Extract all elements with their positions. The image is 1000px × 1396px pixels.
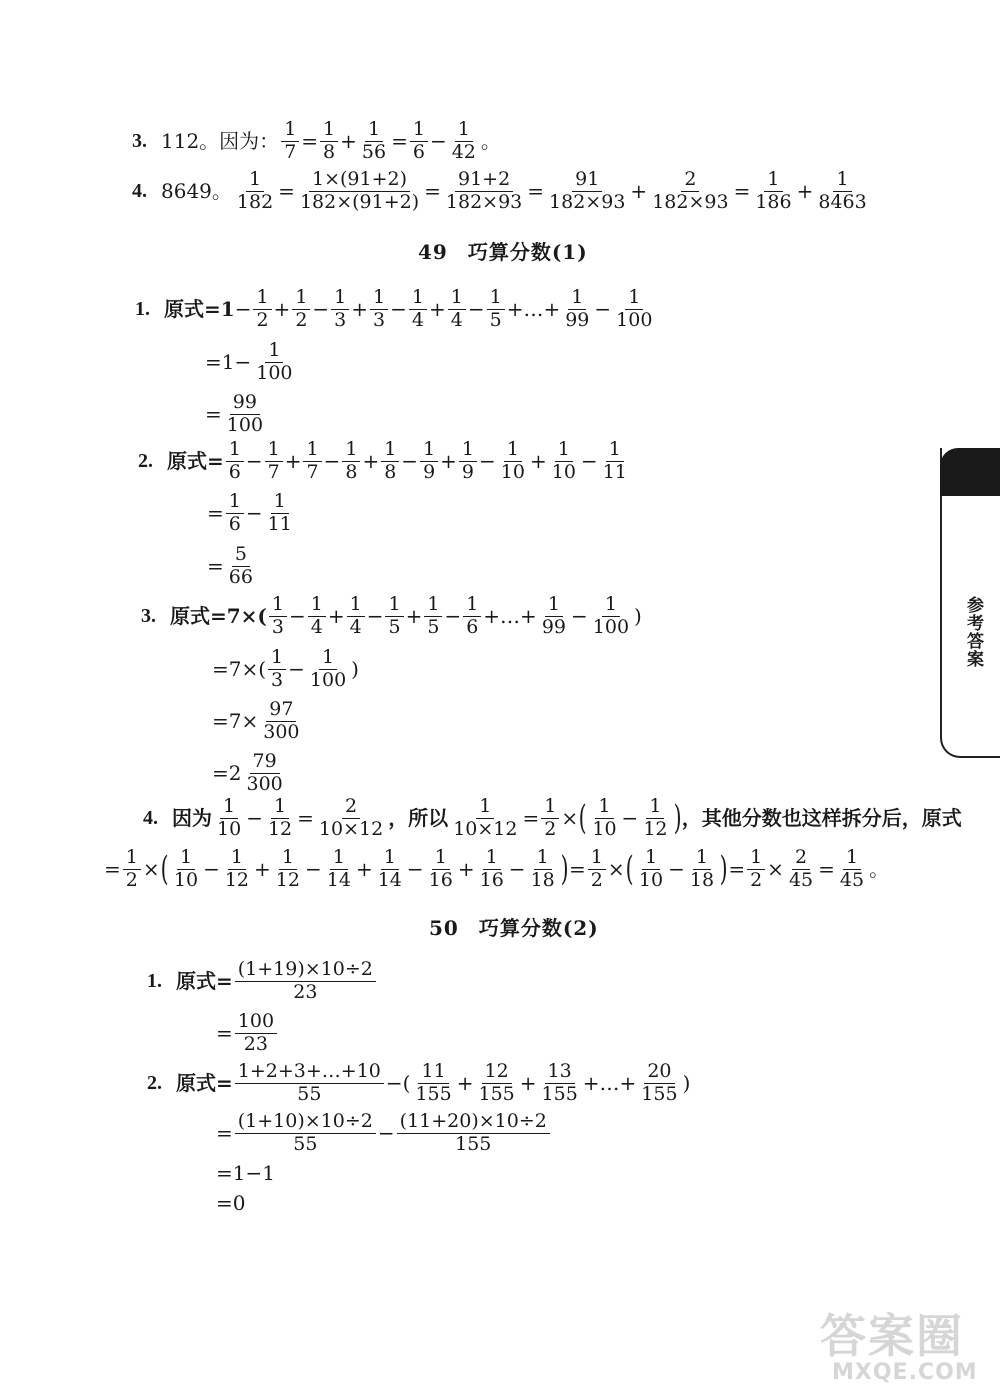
item-number: 4. <box>143 807 158 830</box>
step-lead: = <box>216 1021 233 1046</box>
fraction: $\frac{1}{8}$ <box>320 120 338 163</box>
fraction: $\frac{1}{8463}$ <box>818 168 867 213</box>
operator: + <box>519 1071 537 1096</box>
fraction: $\frac{1}{2}$ <box>292 288 310 331</box>
fraction: $\frac{1}{6}$ <box>463 595 481 638</box>
operator: + <box>630 179 648 204</box>
fraction: $\frac{13}{155}$ <box>541 1060 578 1105</box>
watermark <box>820 1300 996 1392</box>
fraction: $\frac{1}{11}$ <box>602 438 627 483</box>
step-lead: = <box>205 402 222 427</box>
operator: − <box>288 657 305 682</box>
operator: − <box>444 604 462 629</box>
term-list <box>169 848 560 891</box>
operator: −( <box>385 1071 411 1096</box>
operator: + <box>327 604 345 629</box>
fraction: $\frac{12}{155}$ <box>478 1060 515 1105</box>
operator: − <box>668 857 685 882</box>
paren: ) <box>634 604 642 629</box>
operator: = <box>569 857 586 882</box>
fraction: $\frac{100}{23}$ <box>235 1012 277 1055</box>
fraction: $\frac{1}{10}$ <box>551 438 576 483</box>
fraction: $\frac{5}{66}$ <box>228 543 253 588</box>
fraction: $\frac{79}{300}$ <box>246 750 283 795</box>
term-list <box>267 595 483 638</box>
fraction: $\frac{1}{10}$ <box>592 795 617 840</box>
answer-row-4 <box>132 170 872 213</box>
step-lead: =2 <box>212 761 242 786</box>
watermark-url: MXQE.COM <box>832 1360 978 1385</box>
fraction: $\frac{1}{2}$ <box>123 848 141 891</box>
fraction: $\frac{1}{5}$ <box>487 288 505 331</box>
fraction: $\frac{1}{4}$ <box>347 595 365 638</box>
fraction: $\frac{1}{5}$ <box>424 595 442 638</box>
fraction: $\frac{1}{11}$ <box>267 490 292 535</box>
s50-p2-line2 <box>216 1112 552 1155</box>
operator: = <box>818 857 835 882</box>
s49-p3-line2 <box>212 648 359 691</box>
operator: − <box>234 350 252 375</box>
ellipsis: +…+ <box>506 297 561 322</box>
fraction: $\frac{1}{10}$ <box>173 846 199 891</box>
section-heading-49 <box>418 236 588 265</box>
operator: − <box>366 604 384 629</box>
fraction: $\frac{1}{10\times 12}$ <box>453 795 518 840</box>
operator: − <box>401 449 419 474</box>
text: ，其他分数也这样拆分后，原式 <box>681 806 962 831</box>
step-lead: =7× <box>212 709 259 734</box>
text: ，所以 <box>388 806 449 831</box>
operator: − <box>246 806 263 831</box>
s50-p2-line4 <box>216 1193 245 1213</box>
section-number: 49 <box>418 240 448 264</box>
operator: × <box>607 857 625 882</box>
section-title: 巧算分数(1) <box>467 240 588 264</box>
fraction: $\frac{1}{12}$ <box>275 846 300 891</box>
operator: − <box>304 857 322 882</box>
operator: = <box>522 806 540 831</box>
fraction: $\frac{(1+10)\times 10\div 2}{55}$ <box>235 1112 376 1155</box>
s50-p1-line2 <box>216 1012 279 1055</box>
operator: + <box>273 297 291 322</box>
fraction: $\frac{1}{12}$ <box>643 795 668 840</box>
fraction: $\frac{1}{42}$ <box>451 118 476 163</box>
section-title: 巧算分数(2) <box>478 916 599 940</box>
item-number: 1. <box>135 298 150 321</box>
operator: − <box>390 297 407 322</box>
step-lead: =1 <box>205 350 235 375</box>
s49-p4-line2 <box>104 848 889 891</box>
operator: − <box>203 857 220 882</box>
fraction: $\frac{1}{4}$ <box>448 288 466 331</box>
fraction: $\frac{1}{7}$ <box>303 440 321 483</box>
s49-p2-line1 <box>138 440 632 483</box>
operator: + <box>362 449 380 474</box>
paren: ( <box>160 849 169 890</box>
operator: × <box>142 857 160 882</box>
fraction: $\frac{1}{10}$ <box>638 846 664 891</box>
fraction: $\frac{1}{2}$ <box>588 848 606 891</box>
text: 因为 <box>172 806 212 831</box>
fraction: $\frac{1}{99}$ <box>541 593 566 638</box>
operator: = <box>278 179 295 204</box>
operator: = <box>527 179 545 204</box>
expression-lead: 原式= <box>167 449 224 474</box>
operator: − <box>245 449 263 474</box>
step-lead: = <box>207 554 224 579</box>
fraction: $\frac{1}{3}$ <box>370 288 388 331</box>
fraction: $\frac{1}{9}$ <box>459 440 477 483</box>
expression-lead: 原式=7×( <box>170 604 267 629</box>
fraction: $\frac{1}{100}$ <box>309 646 347 691</box>
paren: ) <box>351 657 359 682</box>
fraction: $\frac{1}{6}$ <box>226 440 244 483</box>
operator: − <box>377 1121 395 1146</box>
ellipsis: +…+ <box>582 1071 637 1096</box>
paren: ) <box>673 798 682 839</box>
item-number: 3. <box>141 605 156 628</box>
ellipsis: +…+ <box>483 604 537 629</box>
operator: + <box>284 449 302 474</box>
watermark-logo-text: 答案圈 <box>820 1309 964 1363</box>
fraction: $\frac{2}{182\times 93}$ <box>652 168 729 213</box>
fraction: $\frac{1}{14}$ <box>326 846 351 891</box>
fraction: $\frac{1}{186}$ <box>755 168 792 213</box>
fraction: $\frac{20}{155}$ <box>641 1060 678 1105</box>
operator: − <box>571 604 588 629</box>
step-lead: = <box>207 501 224 526</box>
fraction: $\frac{1}{2}$ <box>253 288 271 331</box>
answer-row-3 <box>132 120 501 163</box>
fraction: $\frac{1}{182}$ <box>236 168 274 213</box>
side-tab-label: 参考答案 <box>963 596 983 668</box>
fraction: $\frac{99}{100}$ <box>226 391 264 436</box>
paren: ) <box>560 849 569 890</box>
fraction: $\frac{11}{155}$ <box>415 1060 452 1105</box>
term-list <box>537 595 634 638</box>
fraction: $\frac{1}{10}$ <box>217 795 242 840</box>
side-tab-marker <box>940 448 1000 496</box>
s49-p2-line3 <box>207 545 258 588</box>
s49-p1-line3 <box>205 393 268 436</box>
operator: − <box>323 449 341 474</box>
fraction: $\frac{2}{45}$ <box>788 846 814 891</box>
fraction: $\frac{1}{5}$ <box>385 595 403 638</box>
term-list <box>560 288 657 331</box>
expression-lead: 原式= <box>176 969 233 994</box>
fraction: $\frac{91}{182\times 93}$ <box>549 168 626 213</box>
operator: = <box>301 129 319 154</box>
fraction: $\frac{1}{4}$ <box>308 595 326 638</box>
fraction: $\frac{1}{12}$ <box>267 795 293 840</box>
operator: − <box>289 604 306 629</box>
fraction: $\frac{1}{9}$ <box>420 440 438 483</box>
fraction: $\frac{1}{6}$ <box>226 492 244 535</box>
fraction: $\frac{97}{300}$ <box>263 698 300 743</box>
operator: + <box>428 297 446 322</box>
operator: + <box>405 604 423 629</box>
paren: ) <box>719 849 728 890</box>
s50-p2-line1 <box>147 1062 690 1105</box>
s50-p2-line3 <box>216 1163 275 1183</box>
punctuation: 。 <box>869 857 890 882</box>
operator: − <box>621 806 639 831</box>
fraction: $\frac{1}{100}$ <box>592 593 630 638</box>
answer-text: 8649。 <box>161 179 232 204</box>
operator: − <box>467 297 485 322</box>
section-heading-50 <box>429 912 599 941</box>
fraction: $\frac{1}{8}$ <box>381 440 399 483</box>
expression-lead: 原式= <box>176 1071 233 1096</box>
operator: + <box>456 1071 474 1096</box>
fraction: $\frac{1}{100}$ <box>256 339 293 384</box>
operator: − <box>429 129 447 154</box>
term-list <box>235 288 507 331</box>
fraction: $\frac{1}{7}$ <box>281 120 299 163</box>
fraction: $\frac{(1+19)\times 10\div 2}{23}$ <box>235 960 376 1003</box>
item-number: 2. <box>138 450 153 473</box>
s50-p1-line1 <box>147 960 378 1003</box>
fraction: $\frac{1}{56}$ <box>361 118 387 163</box>
fraction: $\frac{1}{45}$ <box>839 846 865 891</box>
punctuation: 。 <box>480 129 501 154</box>
fraction: $\frac{(11+20)\times 10\div 2}{155}$ <box>397 1112 550 1155</box>
operator: − <box>508 857 526 882</box>
s49-p3-line4 <box>212 752 288 795</box>
operator: + <box>351 297 369 322</box>
step-lead: = <box>216 1121 233 1146</box>
operator: = <box>391 129 408 154</box>
operator: − <box>234 297 252 322</box>
paren: ( <box>625 849 634 890</box>
s49-p1-line2 <box>205 341 298 384</box>
operator: = <box>104 857 121 882</box>
item-number: 1. <box>147 970 162 993</box>
paren: ) <box>682 1071 691 1096</box>
fraction: $\frac{1}{3}$ <box>331 288 349 331</box>
fraction: $\frac{2}{10\times 12}$ <box>318 795 384 840</box>
fraction: $\frac{1}{2}$ <box>747 848 765 891</box>
term-list <box>634 848 719 891</box>
operator: − <box>479 449 496 474</box>
fraction: $\frac{1}{3}$ <box>269 595 287 638</box>
step-lead: =7×( <box>212 657 267 682</box>
operator: − <box>594 297 612 322</box>
fraction: $\frac{1}{12}$ <box>224 846 250 891</box>
step-lead: =1−1 <box>216 1161 275 1185</box>
fraction: $\frac{1}{7}$ <box>265 440 283 483</box>
operator: + <box>457 857 475 882</box>
operator: + <box>796 179 814 204</box>
operator: + <box>355 857 373 882</box>
operator: = <box>424 179 441 204</box>
item-number: 3. <box>132 130 147 153</box>
fraction: $\frac{1}{18}$ <box>530 846 555 891</box>
fraction: $\frac{1+2+3+\dots+10}{55}$ <box>235 1062 384 1105</box>
s49-p1-line1 <box>135 288 657 331</box>
fraction: $\frac{1}{16}$ <box>479 846 504 891</box>
s49-p3-line3 <box>212 700 305 743</box>
paren: ( <box>578 798 587 839</box>
s49-p4-line1 <box>143 797 962 840</box>
fraction: $\frac{1\times(91+2)}{182\times(91+2)}$ <box>299 168 420 213</box>
operator: − <box>245 501 263 526</box>
operator: × <box>561 806 579 831</box>
term-list <box>224 440 632 483</box>
fraction: $\frac{1}{100}$ <box>616 286 653 331</box>
fraction: $\frac{1}{4}$ <box>409 288 427 331</box>
answer-text: 112。因为： <box>161 129 280 154</box>
fraction: $\frac{1}{14}$ <box>377 846 402 891</box>
item-number: 2. <box>147 1072 162 1095</box>
fraction: $\frac{1}{2}$ <box>541 797 559 840</box>
operator: = <box>728 857 746 882</box>
fraction: $\frac{1}{99}$ <box>565 286 590 331</box>
operator: + <box>529 449 547 474</box>
item-number: 4. <box>132 180 147 203</box>
operator: + <box>254 857 271 882</box>
s49-p2-line2 <box>207 492 297 535</box>
operator: − <box>312 297 330 322</box>
step-lead: =0 <box>216 1191 246 1215</box>
operator: − <box>406 857 424 882</box>
operator: × <box>767 857 784 882</box>
fraction: $\frac{1}{8}$ <box>342 440 360 483</box>
fraction: $\frac{1}{10}$ <box>500 438 525 483</box>
operator: = <box>733 179 751 204</box>
s49-p3-line1 <box>141 595 642 638</box>
expression-lead: 原式=1 <box>164 297 235 322</box>
fraction: $\frac{1}{16}$ <box>428 846 453 891</box>
fraction: $\frac{1}{18}$ <box>689 846 715 891</box>
operator: + <box>340 129 357 154</box>
operator: = <box>297 806 314 831</box>
fraction: $\frac{1}{3}$ <box>268 648 286 691</box>
fraction: $\frac{1}{6}$ <box>410 120 428 163</box>
operator: − <box>580 449 598 474</box>
fraction: $\frac{91+2}{182\times 93}$ <box>445 168 523 213</box>
section-number: 50 <box>429 916 459 940</box>
operator: + <box>440 449 457 474</box>
term-list <box>410 1062 582 1105</box>
